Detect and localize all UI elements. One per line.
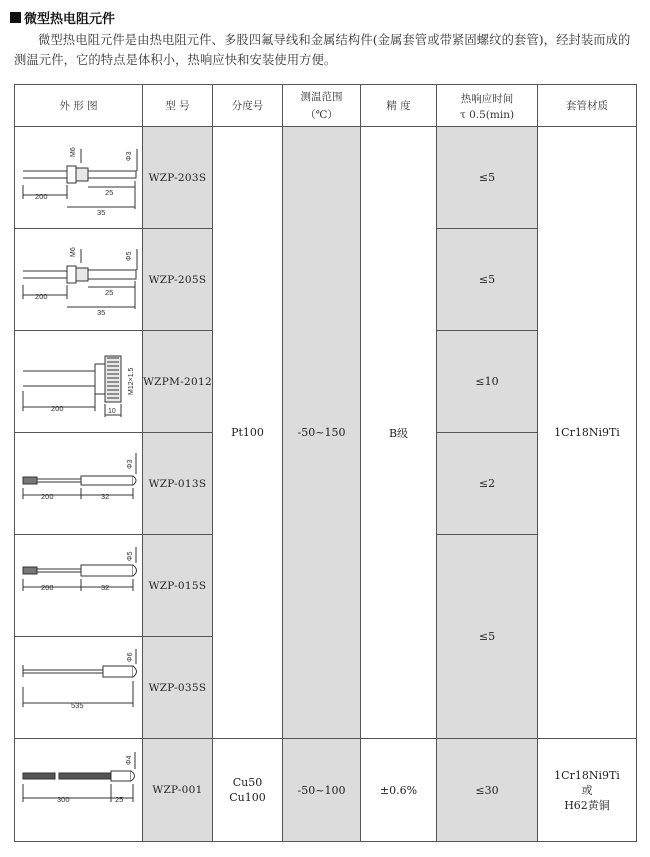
header-range <box>283 85 361 127</box>
spec-table <box>14 84 637 842</box>
table-row <box>15 739 637 842</box>
model-cell: WZP-013S <box>143 433 213 535</box>
header-shape: 外 形 图 <box>15 85 143 127</box>
dim-lead-length: 300 <box>57 794 70 804</box>
response-cell: ≤5 <box>437 127 538 229</box>
response-cell: ≤10 <box>437 331 538 433</box>
material-steel: 1Cr18Ni9Ti <box>554 768 620 782</box>
dim-total-length: 35 <box>97 308 106 317</box>
header-response-label: 热响应时间 <box>460 92 514 105</box>
header-response <box>437 85 538 127</box>
response-cell: ≤5 <box>437 229 538 331</box>
dim-thread: M12×1.5 <box>128 367 135 395</box>
sensor-drawing-wzp-205s <box>15 229 143 330</box>
header-model: 型 号 <box>143 85 213 127</box>
drawing-cell <box>15 739 143 842</box>
sensor-drawing-wzpm-2012 <box>15 331 143 432</box>
dim-diameter: Φ5 <box>127 551 134 561</box>
drawing-cell <box>15 331 143 433</box>
drawing-cell <box>15 229 143 331</box>
model-cell: WZP-203S <box>143 127 213 229</box>
model-cell: WZP-035S <box>143 637 213 739</box>
material-brass: H62黄铜 <box>564 798 610 812</box>
dim-total-length: 535 <box>71 701 84 710</box>
section-title-text: 微型热电阻元件 <box>24 12 116 27</box>
model-cell: WZP-015S <box>143 535 213 637</box>
table-row <box>15 127 637 229</box>
dim-diameter: Φ3 <box>126 151 133 161</box>
header-response-sub: τ 0.5(min) <box>459 108 515 121</box>
material-cell: 1Cr18Ni9Ti <box>538 127 637 739</box>
dim-lead-length: 200 <box>41 583 54 592</box>
dim-lead-length: 200 <box>35 192 48 201</box>
dim-diameter: Φ3 <box>127 459 134 469</box>
header-material: 套管材质 <box>538 85 637 127</box>
dim-head-length: 10 <box>108 408 116 415</box>
dim-tube-length: 25 <box>115 794 124 804</box>
sensor-drawing-wzp-203s <box>15 127 143 228</box>
graduation-cu100: Cu100 <box>229 791 266 804</box>
dim-thread: M6 <box>70 147 77 157</box>
header-range-unit: （℃） <box>305 109 338 121</box>
accuracy-cell: ±0.6% <box>361 739 437 842</box>
dim-tube-length: 32 <box>101 583 110 592</box>
sensor-drawing-wzp-001 <box>15 740 143 841</box>
model-cell: WZPM-2012 <box>143 331 213 433</box>
dim-tube-length: 25 <box>105 188 114 197</box>
graduation-cu50: Cu50 <box>232 776 263 789</box>
material-cell <box>538 739 637 842</box>
intro-paragraph: 微型热电阻元件是由热电阻元件、多股四氟导线和金属结构件(金属套管或带紧固螺纹的套管)，经封装而成的测温元件，它的特点是体积小，热响应快和安装使用方便。 <box>14 33 631 67</box>
drawing-cell <box>15 127 143 229</box>
header-graduation: 分度号 <box>213 85 283 127</box>
drawing-cell <box>15 433 143 535</box>
dim-total-length: 35 <box>97 208 106 217</box>
drawing-cell <box>15 535 143 637</box>
dim-diameter: Φ6 <box>127 652 134 662</box>
range-cell: -50~100 <box>283 739 361 842</box>
section-title <box>10 8 115 27</box>
dim-lead-length: 200 <box>41 492 54 501</box>
dim-lead-length: 200 <box>51 404 64 413</box>
graduation-cell <box>213 739 283 842</box>
drawing-cell <box>15 637 143 739</box>
sensor-drawing-wzp-015s <box>15 535 143 636</box>
square-bullet-icon <box>10 12 21 23</box>
range-cell: -50~150 <box>283 127 361 739</box>
accuracy-cell: B级 <box>361 127 437 739</box>
dim-thread: M6 <box>70 247 77 257</box>
response-cell: ≤5 <box>437 535 538 739</box>
dim-lead-length: 200 <box>35 292 48 301</box>
model-cell: WZP-001 <box>143 739 213 842</box>
sensor-drawing-wzp-035s <box>15 637 143 738</box>
model-cell: WZP-205S <box>143 229 213 331</box>
table-header-row <box>15 85 637 127</box>
response-cell: ≤2 <box>437 433 538 535</box>
material-or: 或 <box>581 783 593 797</box>
dim-diameter: Φ4 <box>126 755 133 765</box>
header-range-label: 测温范围 <box>300 91 343 103</box>
header-accuracy: 精 度 <box>361 85 437 127</box>
dim-tube-length: 25 <box>105 288 114 297</box>
sensor-drawing-wzp-013s <box>15 433 143 534</box>
dim-diameter: Φ5 <box>126 251 133 261</box>
dim-tube-length: 32 <box>101 492 110 501</box>
graduation-cell: Pt100 <box>213 127 283 739</box>
response-cell: ≤30 <box>437 739 538 842</box>
